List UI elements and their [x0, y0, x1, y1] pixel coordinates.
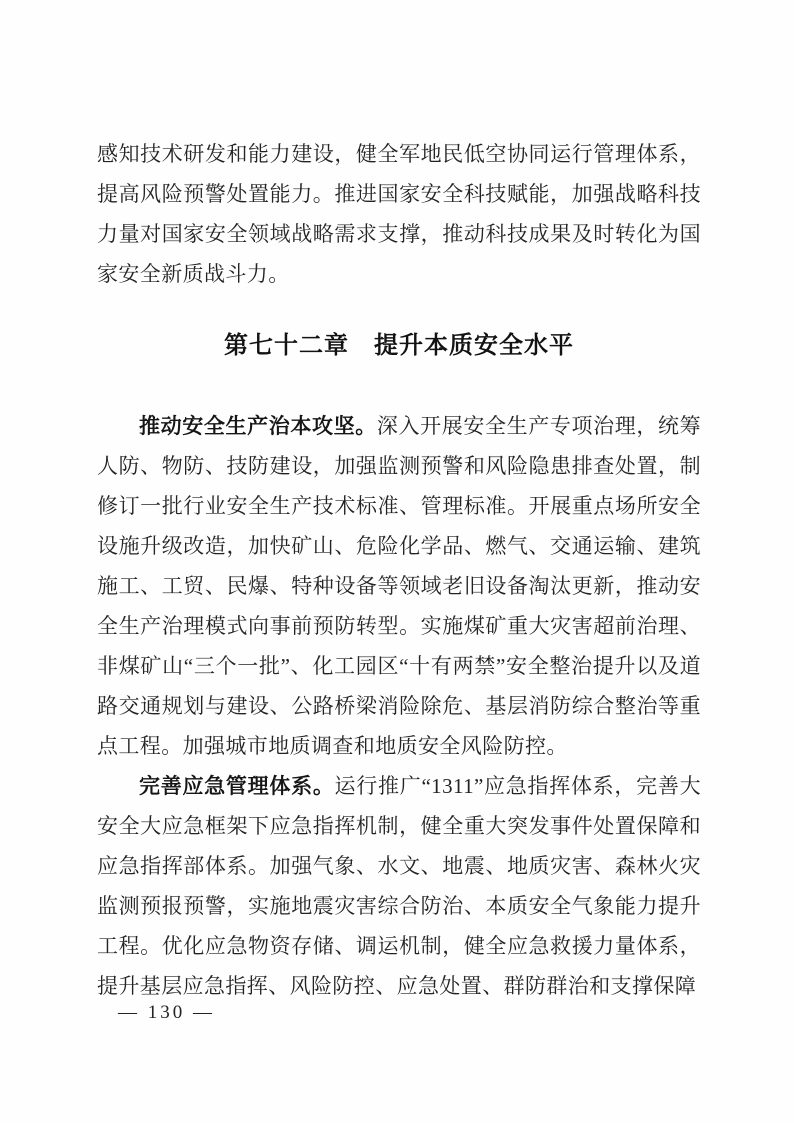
page-number: — 130 — — [118, 1002, 215, 1023]
chapter-heading: 第七十二章 提升本质安全水平 — [224, 332, 574, 359]
paragraph-emergency-management — [97, 766, 701, 1006]
paragraph-emergency-management-lead: 完善应急管理体系。 — [139, 774, 335, 798]
paragraph-continuation: 感知技术研发和能力建设，健全军地民低空协同运行管理体系，提高风险预警处置能力。推进国家安全科技赋能，加强战略科技力量对国家安全领域战略需求支撑，推动科技成果及时转化为国家安全新质战斗力。 — [97, 142, 701, 286]
paragraph-safety-production-lead: 推动安全生产治本攻坚。 — [139, 414, 377, 438]
text-block — [97, 134, 701, 1006]
paragraph-emergency-management-body: 运行推广“1311”应急指挥体系，完善大安全大应急框架下应急指挥机制，健全重大突发事件处置保障和应急指挥部体系。加强气象、水文、地震、地质灾害、森林火灾监测预报预警，实施地震灾害综合防治、本质安全气象能力提升工程。优化应急物资存储、调运机制，健全应急救援力量体系，提升基层应急指挥、风险防控、应急处置、群防群治和支撑保障 — [97, 774, 701, 998]
paragraph-safety-production-body: 深入开展安全生产专项治理，统筹人防、物防、技防建设，加强监测预警和风险隐患排查处置，制修订一批行业安全生产技术标准、管理标准。开展重点场所安全设施升级改造，加快矿山、危险化学品、燃气、交通运输、建筑施工、工贸、民爆、特种设备等领域老旧设备淘汰更新，推动安全生产治理模式向事前预防转型。实施煤矿重大灾害超前治理、非煤矿山“三个一批”、化工园区“十有两禁”安全整治提升以及道路交通规划与建设、公路桥梁消险除危、基层消防综合整治等重点工程。加强城市地质调查和地质安全风险防控。 — [97, 414, 702, 758]
paragraph-safety-production — [97, 406, 701, 766]
